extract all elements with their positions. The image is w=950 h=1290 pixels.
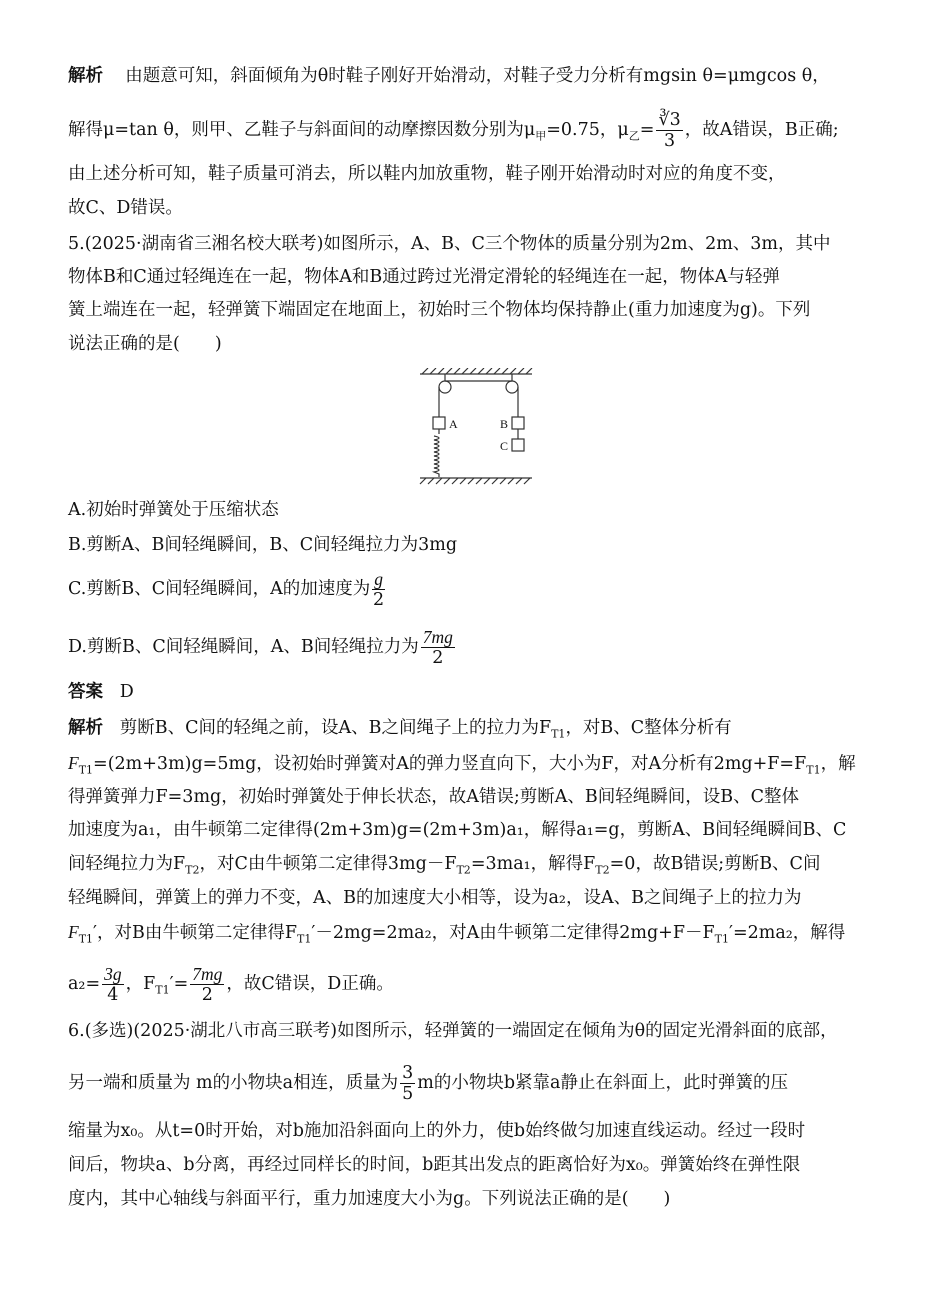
text: 解得μ=tan θ，则甲、乙鞋子与斜面间的动摩擦因数分别为μ bbox=[68, 120, 536, 140]
text: 另一端和质量为 m的小物块a相连，质量为 bbox=[68, 1073, 399, 1093]
q4-analysis-line-4: 故C、D错误。 bbox=[68, 198, 183, 218]
numerator: ∛3 bbox=[658, 110, 681, 130]
q6-stem-line-5: 度内，其中心轴线与斜面平行，重力加速度大小为g。下列说法正确的是( ) bbox=[68, 1189, 671, 1209]
q5-analysis-line-2 bbox=[68, 751, 856, 783]
text: ′－2mg=2ma₂，对A由牛顿第二定律得2mg+F－F bbox=[311, 923, 715, 943]
numerator: 3g bbox=[104, 964, 122, 984]
q5-analysis-line-4: 加速度为a₁，由牛顿第二定律得(2m+3m)g=(2m+3m)a₁，解得a₁=g，剪断A、B间轻绳瞬间B、C bbox=[68, 820, 847, 840]
subscript: 乙 bbox=[628, 129, 640, 143]
subscript: T1 bbox=[297, 932, 312, 946]
fraction bbox=[372, 569, 385, 610]
text: ′，对B由牛顿第二定律得F bbox=[93, 923, 298, 943]
pulley-right bbox=[506, 381, 518, 393]
analysis-label: 解析 bbox=[68, 66, 103, 86]
q5-stem-line-3: 簧上端连在一起，轻弹簧下端固定在地面上，初始时三个物体均保持静止(重力加速度为g)。下列 bbox=[68, 300, 811, 320]
q5-option-b: B.剪断A、B间轻绳瞬间，B、C间轻绳拉力为3mg bbox=[68, 535, 458, 555]
text: 剪断B、C间的轻绳之前，设A、B之间绳子上的拉力为F bbox=[119, 718, 552, 738]
denominator: 5 bbox=[402, 1084, 414, 1104]
text: ，F bbox=[125, 974, 156, 994]
q4-analysis-line-3: 由上述分析可知，鞋子质量可消去，所以鞋内加放重物，鞋子刚开始滑动时对应的角度不变， bbox=[68, 164, 786, 184]
q5-stem-line-1: 5.(2025·湖南省三湘名校大联考)如图所示，A、B、C三个物体的质量分别为2m、2m、3m，其中 bbox=[68, 234, 831, 254]
text: =0，故B错误;剪断B、C间 bbox=[609, 854, 821, 874]
subscript: T1 bbox=[714, 932, 729, 946]
q5-stem-line-4: 说法正确的是( ) bbox=[68, 334, 222, 354]
numerator: 7mg bbox=[192, 964, 223, 984]
ceiling-hatch bbox=[422, 368, 532, 374]
text: a₂= bbox=[68, 974, 101, 994]
text: =0.75，μ bbox=[546, 120, 629, 140]
subscript: T2 bbox=[456, 863, 471, 877]
text: ，解 bbox=[820, 754, 856, 774]
q6-stem-line-2 bbox=[68, 1063, 788, 1104]
block-a bbox=[433, 417, 445, 429]
q5-analysis-line-8 bbox=[68, 964, 394, 1005]
answer-label: 答案 bbox=[68, 682, 103, 702]
subscript: T1 bbox=[78, 763, 94, 777]
text: ，对C由牛顿第二定律得3mg－F bbox=[199, 854, 457, 874]
spring bbox=[434, 429, 439, 477]
fraction bbox=[102, 964, 124, 1005]
label-c: C bbox=[500, 439, 509, 453]
q5-option-c bbox=[68, 569, 387, 610]
numerator: g bbox=[374, 569, 383, 589]
answer-value: D bbox=[119, 682, 134, 702]
text: ，对B、C整体分析有 bbox=[565, 718, 732, 738]
q5-analysis-line-7 bbox=[68, 920, 845, 952]
block-c bbox=[512, 439, 524, 451]
label-a: A bbox=[449, 417, 458, 431]
fraction bbox=[400, 1063, 415, 1104]
denominator: 2 bbox=[373, 590, 385, 610]
fraction bbox=[656, 110, 682, 151]
q6-stem-line-1: 6.(多选)(2025·湖北八市高三联考)如图所示，轻弹簧的一端固定在倾角为θ的固定光滑斜面的底部， bbox=[68, 1021, 838, 1041]
q5-answer bbox=[68, 680, 134, 704]
denominator: 3 bbox=[664, 131, 676, 151]
q5-analysis-line-3: 得弹簧弹力F=3mg，初始时弹簧处于伸长状态，故A错误;剪断A、B间轻绳瞬间，设B、C整体 bbox=[68, 787, 800, 807]
text: =3ma₁，解得F bbox=[470, 854, 596, 874]
q5-analysis-line-6: 轻绳瞬间，弹簧上的弹力不变，A、B的加速度大小相等，设为a₂，设A、B之间绳子上的拉力为 bbox=[68, 888, 802, 908]
q4-analysis-line-2 bbox=[68, 110, 839, 151]
q5-analysis-line-5 bbox=[68, 852, 820, 883]
pulley-spring-diagram bbox=[350, 368, 580, 488]
text: F bbox=[68, 922, 79, 942]
text: C.剪断B、C间轻绳瞬间，A的加速度为 bbox=[68, 579, 371, 599]
text: =(2m+3m)g=5mg，设初始时弹簧对A的弹力竖直向下，大小为F，对A分析有2mg+F=F bbox=[93, 754, 807, 774]
fraction bbox=[421, 627, 455, 668]
q6-stem-line-3: 缩量为x₀。从t=0时开始，对b施加沿斜面向上的外力，使b始终做匀加速直线运动。经过一段时 bbox=[68, 1121, 806, 1141]
block-b bbox=[512, 417, 524, 429]
q6-stem-line-4: 间后，物块a、b分离，再经过同样长的时间，b距其出发点的距离恰好为x₀。弹簧始终在弹性限 bbox=[68, 1155, 801, 1175]
denominator: 2 bbox=[432, 648, 444, 668]
q5-option-a: A.初始时弹簧处于压缩状态 bbox=[68, 500, 279, 520]
text: F bbox=[68, 753, 79, 773]
text: = bbox=[639, 120, 655, 140]
fraction bbox=[190, 964, 224, 1005]
text: m的小物块b紧靠a静止在斜面上，此时弹簧的压 bbox=[417, 1073, 788, 1093]
subscript: T1 bbox=[551, 727, 566, 741]
subscript: T2 bbox=[595, 863, 610, 877]
text: 由题意可知，斜面倾角为θ时鞋子刚好开始滑动，对鞋子受力分析有mgsin θ=μmgcos θ， bbox=[125, 66, 830, 86]
q5-option-d bbox=[68, 627, 457, 668]
subscript: T1 bbox=[806, 763, 821, 777]
text: ，故A错误，B正确; bbox=[684, 120, 839, 140]
text: ，故C错误，D正确。 bbox=[226, 974, 394, 994]
subscript: T2 bbox=[185, 863, 200, 877]
subscript: 甲 bbox=[535, 129, 547, 143]
denominator: 2 bbox=[201, 985, 213, 1005]
subscript: T1 bbox=[78, 932, 94, 946]
text: ′= bbox=[169, 974, 189, 994]
text: ′=2ma₂，解得 bbox=[728, 923, 846, 943]
q4-analysis-line-1 bbox=[68, 64, 830, 88]
denominator: 4 bbox=[107, 985, 119, 1005]
pulley-left bbox=[439, 381, 451, 393]
text: D.剪断B、C间轻绳瞬间，A、B间轻绳拉力为 bbox=[68, 637, 419, 657]
subscript: T1 bbox=[155, 983, 170, 997]
label-b: B bbox=[500, 417, 509, 431]
text: 间轻绳拉力为F bbox=[68, 854, 186, 874]
ground-hatch bbox=[420, 478, 530, 484]
numerator: 3 bbox=[402, 1063, 414, 1083]
analysis-label: 解析 bbox=[68, 718, 103, 738]
numerator: 7mg bbox=[422, 627, 453, 647]
q5-stem-line-2: 物体B和C通过轻绳连在一起，物体A和B通过跨过光滑定滑轮的轻绳连在一起，物体A与轻弹 bbox=[68, 267, 780, 287]
q5-analysis-line-1 bbox=[68, 716, 732, 747]
